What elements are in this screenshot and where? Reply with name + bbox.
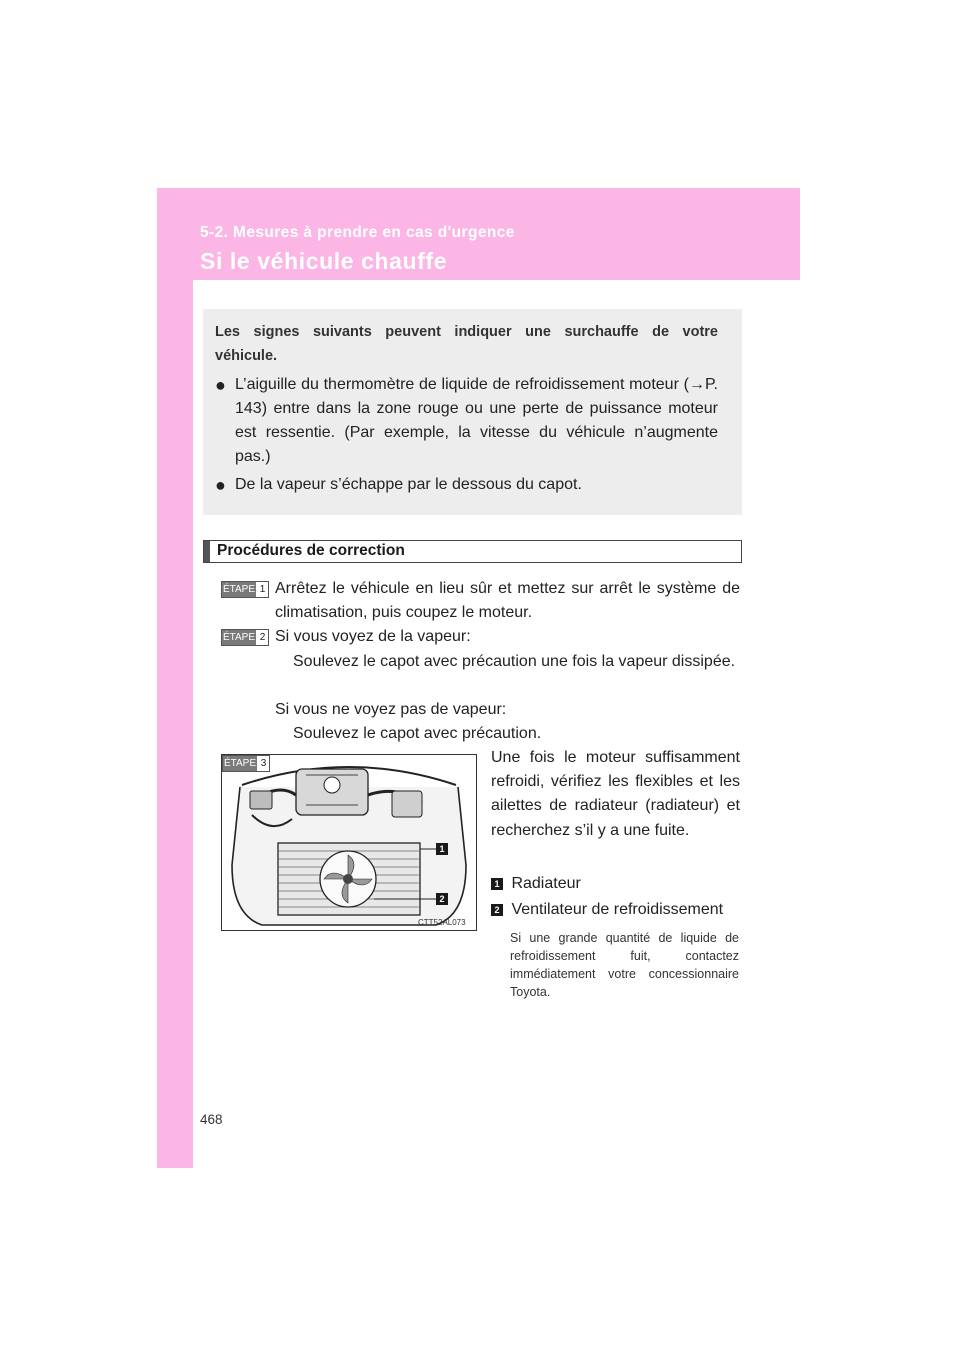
- step-2-line2-detail: Soulevez le capot avec précaution.: [293, 725, 542, 742]
- note-bullet: ● De la vapeur s’échappe par le dessous du capot.: [215, 475, 582, 495]
- legend-item-fan: 2 Ventilateur de refroidissement: [491, 898, 751, 922]
- step-badge-1: ÉTAPE 1: [221, 581, 269, 598]
- bullet-icon: ●: [215, 375, 226, 395]
- step-1-text: Arrêtez le véhicule en lieu sûr et mettez sur arrêt le système de climatisation, puis coupez le moteur.: [275, 580, 740, 621]
- step-2-line1: Si vous voyez de la vapeur:: [275, 628, 471, 645]
- side-tab-bar: [157, 280, 193, 1168]
- page-number: 468: [200, 1112, 223, 1127]
- legend-item-radiator: 1 Radiateur: [491, 872, 751, 896]
- bullet-icon: ●: [215, 475, 226, 495]
- legend-number: 2: [491, 904, 503, 916]
- note-bullet: ● L’aiguille du thermomètre de liquide de refroidissement moteur (→P. 143) entre dans la zone rouge ou une perte de puissance moteur est ressentie. (Par exemple, la vitesse du véhicule n’augmente pas.): [215, 375, 718, 465]
- callout-1: 1: [436, 843, 448, 855]
- step-badge-3: ÉTAPE 3: [222, 755, 270, 772]
- step-2-line2: Si vous ne voyez pas de vapeur:: [275, 701, 507, 718]
- page-title: Si le véhicule chauffe: [200, 248, 448, 274]
- step-2-line1-detail: Soulevez le capot avec précaution une fois la vapeur dissipée.: [293, 653, 736, 670]
- callout-2: 2: [436, 893, 448, 905]
- section-label: 5-2. Mesures à prendre en cas d'urgence: [200, 224, 515, 241]
- engine-bay-figure: [221, 754, 477, 931]
- step-badge-2: ÉTAPE 2: [221, 629, 269, 646]
- note-intro: Les signes suivants peuvent indiquer une surchauffe de votre véhicule.: [215, 324, 718, 364]
- leak-note: Si une grande quantité de liquide de refroidissement fuit, contactez immédiatement votre concessionnaire Toyota.: [510, 931, 739, 999]
- step-3-text: Une fois le moteur suffisamment refroidi, vérifiez les flexibles et les ailettes de radiateur (radiateur) et recherchez s’il y a une fuite.: [491, 749, 740, 839]
- legend-number: 1: [491, 878, 503, 890]
- procedure-heading: Procédures de correction: [203, 540, 742, 563]
- figure-code: CTT52AL073: [418, 918, 466, 927]
